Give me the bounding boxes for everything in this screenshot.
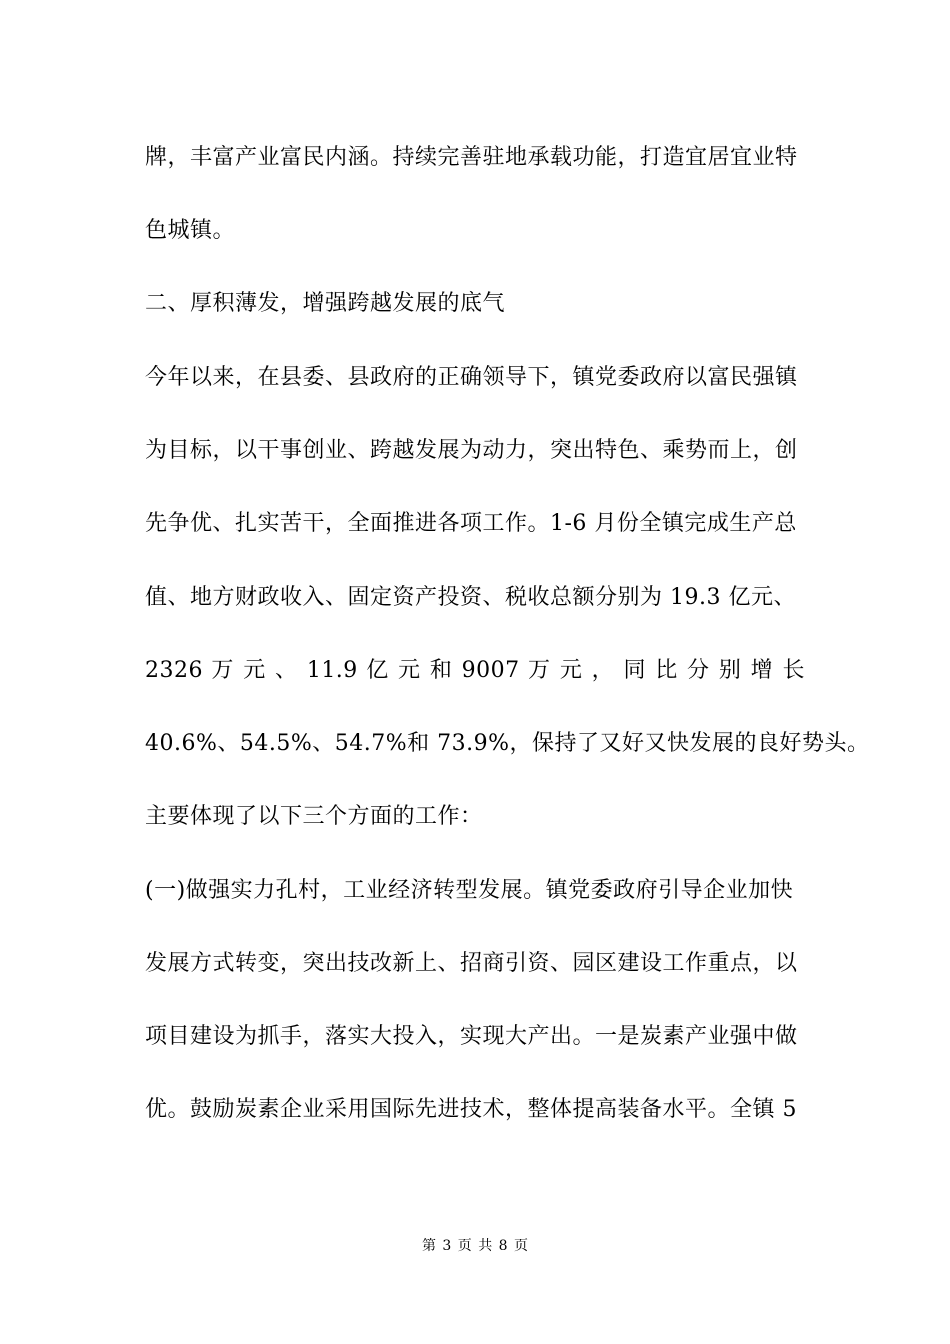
paragraph-line: 2326 万 元 、 11.9 亿 元 和 9007 万 元 ， 同 比 分 别 增 长	[145, 658, 805, 683]
paragraph-line: 项目建设为抓手，落实大投入，实现大产出。一是炭素产业强中做	[145, 1024, 798, 1049]
paragraph-line: 为目标，以干事创业、跨越发展为动力，突出特色、乘势而上，创	[145, 438, 798, 463]
paragraph-line: 主要体现了以下三个方面的工作：	[145, 804, 483, 829]
footer-page-word: 页	[457, 1238, 472, 1254]
paragraph-line: (一)做强实力孔村，工业经济转型发展。镇党委政府引导企业加快	[145, 878, 794, 903]
footer-current-page: 3	[442, 1238, 452, 1254]
footer-prefix: 第	[421, 1238, 436, 1254]
footer-total-word: 共	[478, 1238, 493, 1254]
paragraph-line: 先争优、扎实苦干，全面推进各项工作。1-6 月份全镇完成生产总	[145, 511, 797, 536]
section-heading: 二、厚积薄发，增强跨越发展的底气	[145, 291, 506, 316]
paragraph-line: 色城镇。	[145, 218, 236, 243]
footer-total-pages: 8	[498, 1238, 508, 1254]
footer-suffix: 页	[514, 1238, 529, 1254]
paragraph-line: 今年以来，在县委、县政府的正确领导下，镇党委政府以富民强镇	[145, 365, 798, 390]
paragraph-line: 牌，丰富产业富民内涵。持续完善驻地承载功能，打造宜居宜业特	[145, 145, 798, 170]
paragraph-line: 40.6%、54.5%、54.7%和 73.9%，保持了又好又快发展的良好势头。	[145, 731, 870, 756]
paragraph-line: 值、地方财政收入、固定资产投资、税收总额分别为 19.3 亿元、	[145, 585, 796, 610]
paragraph-line: 发展方式转变，突出技改新上、招商引资、园区建设工作重点，以	[145, 951, 798, 976]
page-footer	[0, 1236, 950, 1256]
paragraph-line: 优。鼓励炭素企业采用国际先进技术，整体提高装备水平。全镇 5	[145, 1097, 797, 1122]
